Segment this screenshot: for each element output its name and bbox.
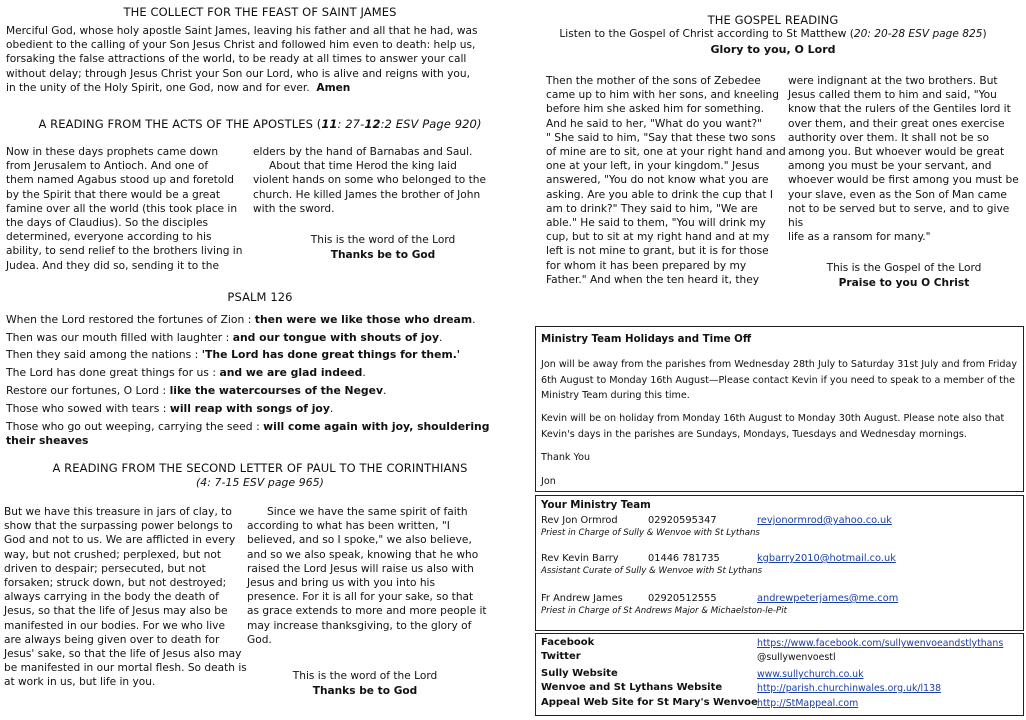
- holidays-title: Ministry Team Holidays and Time Off: [541, 334, 752, 345]
- team-member-name: Fr Andrew James: [541, 593, 623, 604]
- twitter-handle: @sullywenvoestl: [757, 652, 836, 663]
- appeal-website-link[interactable]: http://StMappeal.com: [757, 698, 859, 709]
- acts-column-2: elders by the hand of Barnabas and Saul. About that time Herod the king laid violent hands on some who belonged to the church. He killed James the brother of John with the sword.: [253, 146, 487, 215]
- gospel-glory-response: Glory to you, O Lord: [710, 43, 836, 56]
- psalm-text: [6, 311, 526, 447]
- gospel-intro: Listen to the Gospel of Christ according to St Matthew (20: 20-28 ESV page 825): [559, 28, 987, 40]
- psalm-verse: Those who go out weeping, carrying the seed : will come again with joy, shouldering: [6, 420, 490, 434]
- acts-response: Thanks be to God: [330, 249, 436, 261]
- team-member-phone: 02920512555: [648, 593, 717, 604]
- team-member-role: Assistant Curate of Sully & Wenvoe with St Lythans: [541, 566, 763, 576]
- acts-word-of-lord: This is the word of the Lord: [310, 234, 456, 246]
- psalm-verse: Those who sowed with tears : will reap with songs of joy.: [6, 401, 334, 415]
- corinthians-column-1: But we have this treasure in jars of clay, to show that the surpassing power belongs to God and not to us. We are afflicted in every way, but not crushed; perplexed, but not driven to despair; persecuted, but not forsaken; struck down, but not destroyed; always carrying in the body the death of Jesus, so that the life of Jesus may also be manifested in our bodies. For we who live are always being given over to death for Jesus' sake, so that the life of Jesus also may be manifested in our mortal flesh. So death is at work in us, but life in you.: [4, 506, 247, 689]
- link-label-twitter: Twitter: [541, 651, 581, 662]
- collect-text: [6, 24, 526, 95]
- gospel-response: Praise to you O Christ: [838, 277, 970, 289]
- link-label-appeal-website: Appeal Web Site for St Mary's Wenvoe: [541, 697, 758, 708]
- team-member-name: Rev Kevin Barry: [541, 553, 619, 564]
- corinthians-column-2: Since we have the same spirit of faith according to what has been written, "I believed, and so I spoke," we also believe, and so we also speak, knowing that he who raised the Lord Jesus will raise us also with Jesus and bring us with you into his presence. For it is all for your sake, so that as grace extends to more and more people it may increase thanksgiving, to the glory of God.: [247, 506, 487, 646]
- team-member-email-link[interactable]: kgbarry2010@hotmail.co.uk: [757, 553, 896, 564]
- gospel-heading: THE GOSPEL READING: [707, 13, 839, 27]
- ministry-team-box: [535, 495, 1024, 631]
- psalm-verse: Restore our fortunes, O Lord : like the watercourses of the Negev.: [6, 383, 387, 397]
- team-member-email-link[interactable]: revjonormrod@yahoo.co.uk: [757, 515, 892, 526]
- psalm-verse: Then was our mouth filled with laughter : and our tongue with shouts of joy.: [6, 330, 443, 344]
- link-label-wenvoe-website: Wenvoe and St Lythans Website: [541, 682, 723, 693]
- collect-line: obedient to the calling of your Son Jesus Christ and followed him even to death: help us,: [6, 39, 476, 52]
- gospel-column-2: were indignant at the two brothers. But Jesus called them to him and said, "You know that the rulers of the Gentiles lord it over them, and their great ones exercise authority over them. It shall not be so among you. But whoever would be great among you must be your servant, and whoever would be first among you must be your slave, even as the Son of Man came not to be served but to serve, and to give his life as a ransom for many.": [788, 75, 1019, 244]
- psalm-verse: When the Lord restored the fortunes of Zion : then were we like those who dream.: [6, 313, 476, 326]
- holidays-signature: Jon: [541, 476, 556, 487]
- collect-line: Merciful God, whose holy apostle Saint James, leaving his father and all that he had, was: [6, 25, 478, 37]
- corinthians-heading: A READING FROM THE SECOND LETTER OF PAUL TO THE CORINTHIANS: [52, 461, 468, 475]
- team-member-email-link[interactable]: andrewpeterjames@me.com: [757, 593, 899, 604]
- gospel-word-of-lord: This is the Gospel of the Lord: [826, 262, 982, 274]
- link-label-facebook: Facebook: [541, 637, 595, 648]
- team-member-role: Priest in Charge of Sully & Wenvoe with St Lythans: [541, 528, 760, 538]
- corinthians-reference: (4: 7-15 ESV page 965): [196, 476, 324, 489]
- psalm-heading: PSALM 126: [227, 290, 293, 304]
- acts-heading: A READING FROM THE ACTS OF THE APOSTLES (11: 27-12:2 ESV Page 920): [38, 117, 482, 131]
- psalm-last-line: their sheaves: [6, 434, 89, 448]
- team-member-phone: 01446 781735: [648, 553, 720, 564]
- sully-website-link[interactable]: www.sullychurch.co.uk: [757, 669, 864, 680]
- links-box: [535, 633, 1024, 716]
- amen: Amen: [316, 81, 351, 94]
- link-label-sully-website: Sully Website: [541, 668, 618, 679]
- facebook-link[interactable]: https://www.facebook.com/sullywenvoeandstlythans: [757, 638, 1004, 649]
- team-member-phone: 02920595347: [648, 515, 717, 526]
- corinthians-response: Thanks be to God: [312, 685, 418, 697]
- team-member-name: Rev Jon Ormrod: [541, 515, 618, 526]
- gospel-column-1: Then the mother of the sons of Zebedee came up to him with her sons, and kneeling before him she asked him for something. And he said to her, "What do you want?" " She said to him, "Say that these two sons of mine are to sit, one at your right hand and one at your left, in your kingdom." Jesus answered, "You do not know what you are asking. Are you able to drink the cup that I am to drink?" They said to him, "We are able." He said to them, "You will drink my cup, but to sit at my right hand and at my left is not mine to grant, but it is for those for whom it has been prepared by my Father." And when the ten heard it, they: [546, 75, 786, 286]
- psalm-verse: Then they said among the nations : 'The Lord has done great things for them.': [6, 348, 461, 362]
- psalm-verse: The Lord has done great things for us : and we are glad indeed.: [6, 366, 366, 380]
- ministry-team-title: Your Ministry Team: [541, 500, 651, 511]
- collect-line: without delay; through Jesus Christ your Son our Lord, who is alive and reigns with you,: [6, 67, 470, 80]
- wenvoe-website-link[interactable]: http://parish.churchinwales.org.uk/l138: [757, 683, 942, 694]
- holidays-box: [535, 326, 1024, 492]
- collect-line: forsaking the false attractions of the world, to be ready at all times to answer your call: [6, 53, 467, 66]
- holidays-paragraph-2: Kevin will be on holiday from Monday 16th August to Monday 30th August. Please note also that Kevin's days in the parishes are Sundays, Mondays, Tuesdays and Wednesday mornings.: [541, 413, 1005, 440]
- team-member-role: Priest in Charge of St Andrews Major & Michaelston-le-Pit: [541, 606, 787, 616]
- acts-column-1: Now in these days prophets came down from Jerusalem to Antioch. And one of them named Agabus stood up and foretold by the Spirit that there would be a great famine over all the world (this took place in the days of Claudius). So the disciples determined, everyone according to his ability, to send relief to the brothers living in Judea. And they did so, sending it to the: [6, 146, 243, 272]
- collect-line: in the unity of the Holy Spirit, one God, now and for ever. Amen: [6, 81, 351, 94]
- collect-heading: THE COLLECT FOR THE FEAST OF SAINT JAMES: [123, 5, 397, 19]
- holidays-thanks: Thank You: [541, 452, 591, 463]
- holidays-paragraph-1: Jon will be away from the parishes from Wednesday 28th July to Saturday 31st July and from Friday 6th August to Monday 16th August—Please contact Kevin if you need to speak to a member of the Ministry Team during this time.: [541, 359, 1018, 401]
- corinthians-word-of-lord: This is the word of the Lord: [292, 670, 438, 682]
